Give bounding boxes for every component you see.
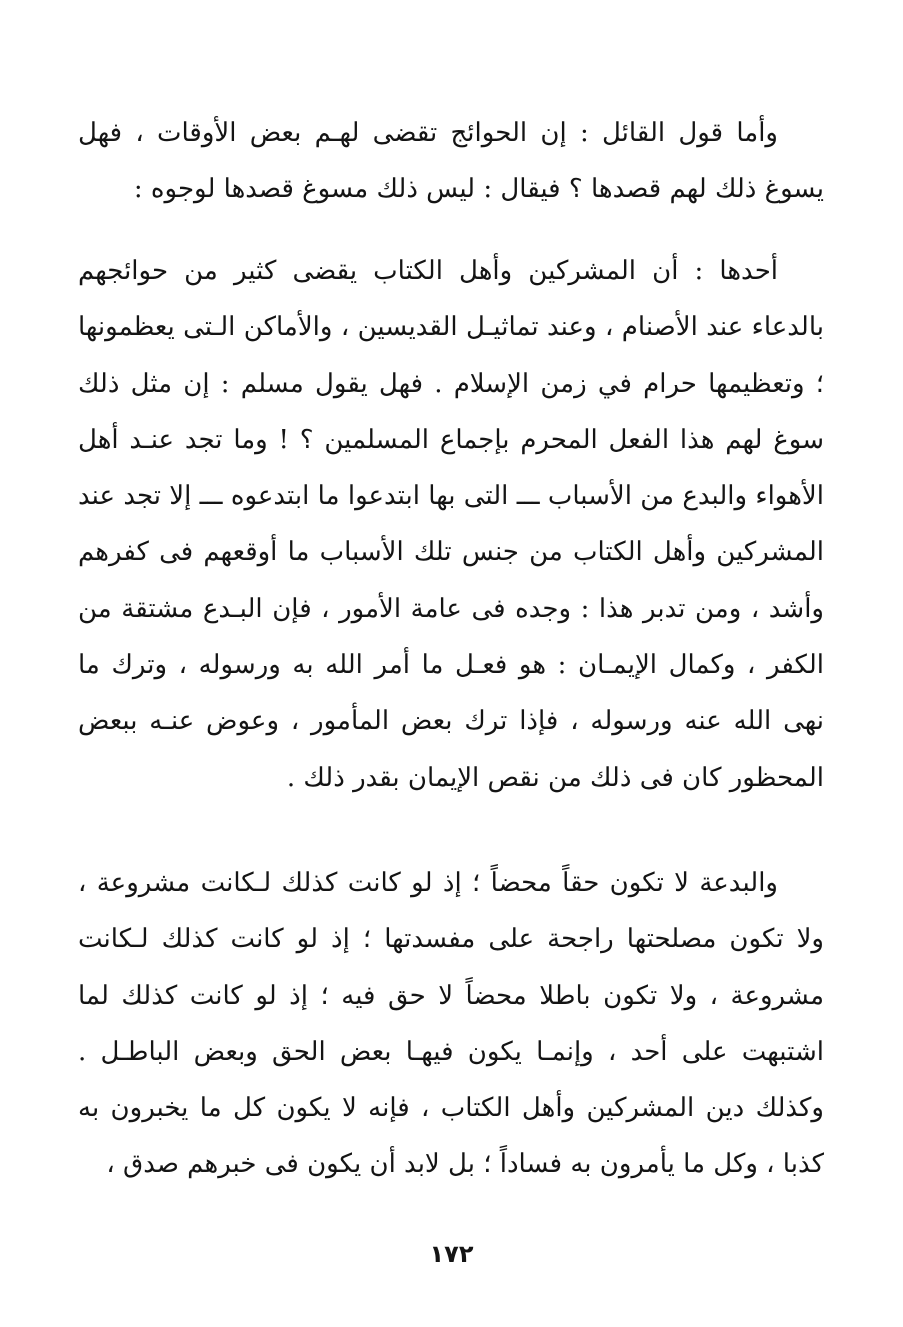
paragraph-3: والبدعة لا تكون حقاً محضاً ؛ إذ لو كانت كذلك لـكانت مشروعة ، ولا تكون مصلحتها راجحة على مفسدتها ؛ إذ لو كانت كذلك لـكانت مشروعة ، ولا تكون باطلا محضاً لا حق فيه ؛ إذ لو كانت كذلك لما اشتبهت على أحد ، وإنمـا يكون فيهـا بعض الحق وبعض الباطـل . وكذلك دين المشركين وأهل الكتاب ، فإنه لا يكون كل ما يخبرون به كذبا ، وكل ما يأمرون به فساداً ؛ بل لابد أن يكون فى خبرهم صدق ، <box>78 868 824 1180</box>
page-number: ١٧٢ <box>429 1240 474 1268</box>
paragraph-1: وأما قول القائل : إن الحوائج تقضى لهـم بعض الأوقات ، فهل يسوغ ذلك لهم قصدها ؟ فيقال : ليس ذلك مسوغ قصدها لوجوه : <box>78 118 824 205</box>
paragraph-2: أحدها : أن المشركين وأهل الكتاب يقضى كثير من حوائجهم بالدعاء عند الأصنام ، وعند تماثيـل القديسين ، والأماكن الـتى يعظمونها ؛ وتعظيمها حرام في زمن الإسلام . فهل يقول مسلم : إن مثل ذلك سوغ لهم هذا الفعل المحرم بإجماع المسلمين ؟ ! وما تجد عنـد أهل الأهواء والبدع من الأسباب ـــ التى بها ابتدعوا ما ابتدعوه ـــ إلا تجد عند المشركين وأهل الكتاب من جنس تلك الأسباب ما أوقعهم فى كفرهم وأشد ، ومن تدبر هذا : وجده فى عامة الأمور ، فإن البـدع مشتقة من الكفر ، وكمال الإيمـان : هو فعـل ما أمر الله به ورسوله ، وترك ما نهى الله عنه ورسوله ، فإذا ترك بعض المأمور ، وعوض عنـه ببعض المحظور كان فى ذلك من نقص الإيمان بقدر ذلك . <box>78 256 824 793</box>
